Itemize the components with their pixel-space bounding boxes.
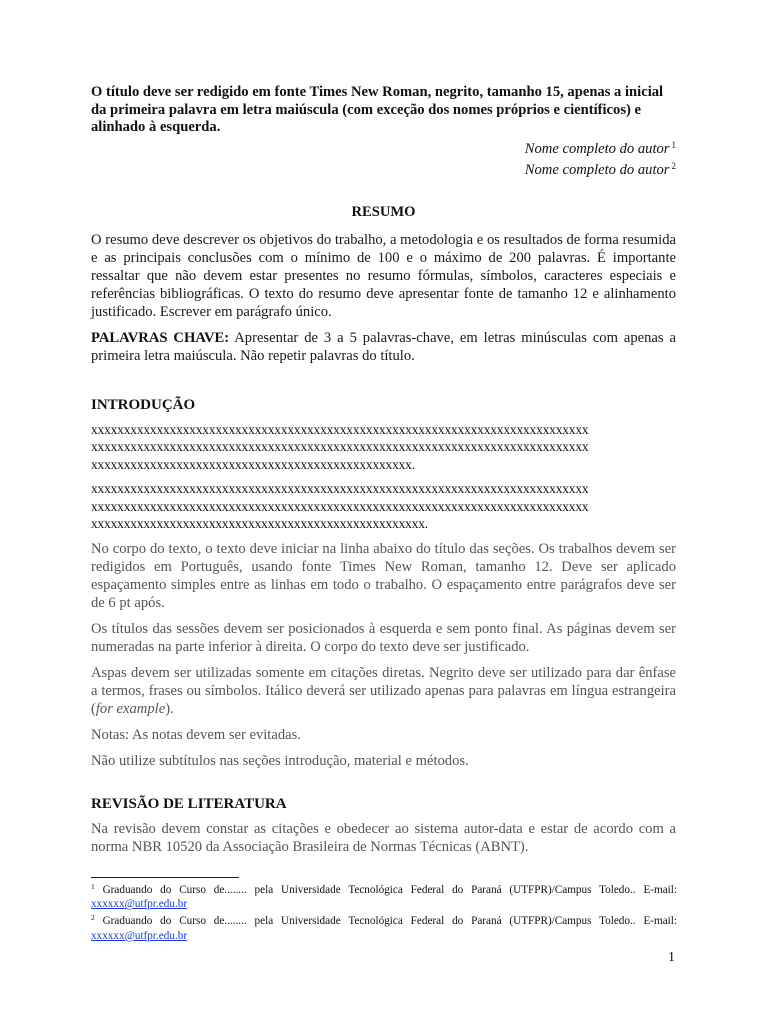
paper-title: O título deve ser redigido em fonte Times New Roman, negrito, tamanho 15, apenas a inicial da primeira palavra em letra maiúscula (com exceção dos nomes próprios e científicos) e alinhado à esquerda. [91,84,664,135]
keywords-paragraph [91,329,676,365]
placeholder-line: xxxxxxxxxxxxxxxxxxxxxxxxxxxxxxxxxxxxxxxxxxxxxxxxx. [91,456,415,472]
footnote-mark: 2 [671,161,676,171]
author-name: Nome completo do autor [524,140,670,157]
resumo-text: O resumo deve descrever os objetivos do trabalho, a metodologia e os resultados de forma resumida e as principais conclusões com o mínimo de 100 e o máximo de 200 palavras. É importante ressaltar que não devem estar presentes no resumo fórmulas, símbolos, caracteres especiais e referências bibliográficas. O texto do resumo deve apresentar fonte de tamanho 12 e alinhamento justificado. Escrever em parágrafo único. [91,231,676,320]
intro-paragraph-4: Notas: As notas devem ser evitadas. [91,727,301,744]
footnote-mark: 2 [91,913,95,923]
author-name: Nome completo do autor [524,162,670,178]
placeholder-text-block-2 [91,480,676,533]
intro-paragraph-3-text: Aspas devem ser utilizadas somente em citações diretas. Negrito deve ser utilizado para dar ênfase a termos, frases ou símbolos. Itálico deverá ser utilizado apenas para palavras em língua estrangeira ( [91,665,676,718]
revisao-text: Na revisão devem constar as citações e obedecer ao sistema autor-data e estar de acordo com a norma NBR 10520 da Associação Brasileira de Normas Técnicas (ABNT). [91,821,676,856]
intro-paragraph-1: No corpo do texto, o texto deve iniciar na linha abaixo do título das seções. Os trabalhos devem ser redigidos em Português, usando fonte Times New Roman, tamanho 12. Deve ser aplicado espaçamento simples entre as linhas em todo o trabalho. O espaçamento entre parágrafos deve ser de 6 pt após. [91,541,676,612]
section-heading-introducao: INTRODUÇÃO [91,396,196,413]
page-content [91,84,676,856]
keywords-label: PALAVRAS CHAVE: [91,329,230,346]
placeholder-line: xxxxxxxxxxxxxxxxxxxxxxxxxxxxxxxxxxxxxxxxxxxxxxxxxxxxxxxxxxxxxxxxxxxxxxxxxxxx [91,481,589,497]
placeholder-line: xxxxxxxxxxxxxxxxxxxxxxxxxxxxxxxxxxxxxxxxxxxxxxxxxxxxxxxxxxxxxxxxxxxxxxxxxxxx [91,498,589,514]
email-link[interactable]: xxxxxx@utfpr.edu.br [91,929,188,942]
footnote-divider [91,877,239,878]
footnote-mark: 1 [91,882,95,891]
intro-paragraph-3-end: ). [165,701,174,718]
footnote-mark: 1 [671,139,676,150]
resumo-heading: RESUMO [351,203,416,220]
footnote-2 [91,911,677,942]
placeholder-text-block-1 [91,421,676,474]
footnote-text: Graduando do Curso de........ pela Universidade Tecnológica Federal do Paraná (UTFPR)/Campus Toledo.. E-mail: [94,915,677,928]
italic-example: for example [95,701,166,718]
footnote-text: Graduando do Curso de........ pela Universidade Tecnológica Federal do Paraná (UTFPR)/Campus Toledo.. E-mail: [94,884,677,896]
author-2 [91,158,676,180]
section-heading-revisao: REVISÃO DE LITERATURA [91,796,287,813]
footnote-1 [91,880,677,911]
footnotes [91,880,677,943]
intro-paragraph-3 [91,664,676,718]
intro-paragraph-5: Não utilize subtítulos nas seções introdução, material e métodos. [91,753,469,770]
keywords-text: Apresentar de 3 a 5 palavras-chave, em letras minúsculas com apenas a primeira letra maiúscula. Não repetir palavras do título. [91,329,676,364]
intro-paragraph-2: Os títulos das sessões devem ser posicionados à esquerda e sem ponto final. As páginas devem ser numeradas na parte inferior à direita. O corpo do texto deve ser justificado. [91,621,676,656]
author-1 [91,137,676,159]
placeholder-line: xxxxxxxxxxxxxxxxxxxxxxxxxxxxxxxxxxxxxxxxxxxxxxxxxxxxxxxxxxxxxxxxxxxxxxxxxxxx [91,439,589,455]
placeholder-line: xxxxxxxxxxxxxxxxxxxxxxxxxxxxxxxxxxxxxxxxxxxxxxxxxxx. [91,516,429,532]
placeholder-line: xxxxxxxxxxxxxxxxxxxxxxxxxxxxxxxxxxxxxxxxxxxxxxxxxxxxxxxxxxxxxxxxxxxxxxxxxxxx [91,421,589,437]
email-link[interactable]: xxxxxx@utfpr.edu.br [91,898,188,911]
page-number: 1 [668,950,675,965]
